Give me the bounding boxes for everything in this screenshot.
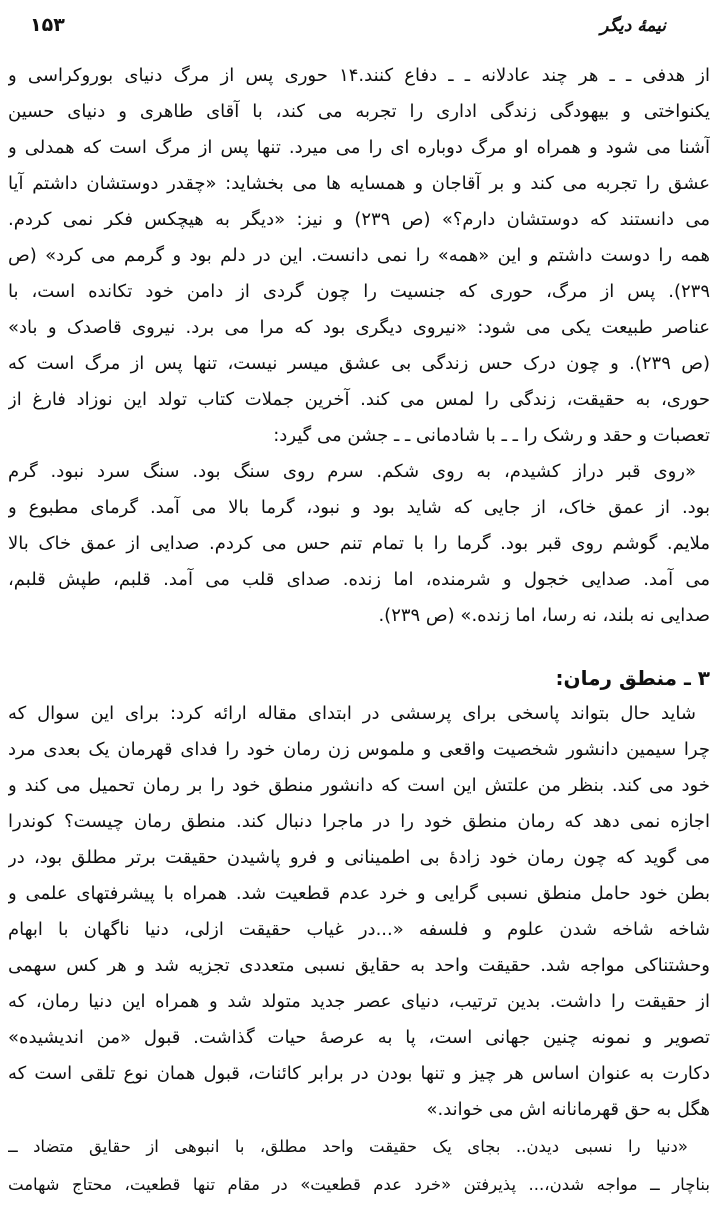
text-line: همه را دوست داشتم و این «همه» را نمی دانست. این در دلم بود و گرمم می کرد» (ص xyxy=(8,245,710,266)
text-line: صدایی نه بلند، نه رسا، اما زنده.» (ص ۲۳۹). xyxy=(378,605,710,626)
blockquote-relative-truth xyxy=(8,1128,710,1204)
text-line: (ص ۲۳۹). و چون درک حس زندگی بی عشق میسر نیست، تنها پس از مرگ است که xyxy=(8,353,710,374)
text-line: می دانستند که دوستشان دارم؟» (ص ۲۳۹) و نیز: «دیگر به هیچکس فکر نمی کردم. xyxy=(8,209,710,230)
text-line: از هدفی ـ ـ هر چند عادلانه ـ ـ دفاع کنند.۱۴ حوری پس از مرگ دنیای بوروکراسی و xyxy=(8,65,710,86)
page-header xyxy=(8,14,710,46)
journal-title: نیمهٔ دیگر xyxy=(600,16,666,36)
text-line: بناچار ــ مواجه شدن،... پذیرفتن «خرد عدم قطعیت» در مقام تنها قطعیت، محتاج شهامت xyxy=(8,1175,710,1194)
paragraph-death-experience xyxy=(8,58,710,454)
blockquote-grave-scene xyxy=(8,454,710,634)
text-line: از حقیقت را داشت. بدین ترتیب، دنیای عصر جدید متولد شد و همراه این دنیا رمان، که xyxy=(8,991,710,1012)
text-line: شاید حال بتواند پاسخی برای پرسشی در ابتدای مقاله ارائه کرد: برای این سوال که xyxy=(8,703,696,724)
text-line: خود می کند. بنظر من علتش این است که دانشور منطق خود را بر رمان تحمیل می کند و xyxy=(8,775,710,796)
text-line: حوری، به حقیقت، زندگی را لمس می کند. آخرین جملات کتاب تولد این نوزاد فارغ از xyxy=(8,389,710,410)
text-line: می آمد. صدایی خجول و شرمنده، اما زنده. صدای قلب می آمد. قلبم، طپش قلبم، xyxy=(8,569,710,590)
text-line: بطن خود حامل منطق نسبی گرایی و خرد عدم قطعیت شد. همراه با پیشرفتهای علمی و xyxy=(8,883,710,904)
text-line: عناصر طبیعت یکی می شود: «نیروی دیگری بود که مرا می برد. نیروی قاصدک و باد» xyxy=(8,317,710,338)
text-line: ملایم. گوشم روی قبر بود. گرما را با تمام تنم حس می کردم. صدایی از عمق خاک بالا xyxy=(8,533,710,554)
text-line: یکنواختی و بیهودگی زندگی اداری را تجربه می کند، با آقای طاهری و دنیای حسین xyxy=(8,101,710,122)
text-line: می گوید که چون رمان خود زادهٔ بی اطمینانی و فرو پاشیدن حقیقت برتر مطلق بود، در xyxy=(8,847,710,868)
text-line: «دنیا را نسبی دیدن.. بجای یک حقیقت واحد مطلق، با انبوهی از حقایق متضاد ــ xyxy=(8,1137,688,1156)
page-number: ۱۵۳ xyxy=(30,14,65,36)
text-line: وحشتناکی مواجه شد. حقیقت واحد به حقایق نسبی متعددی تجزیه شد و هر کس سهمی xyxy=(8,955,710,976)
text-line: «روی قبر دراز کشیدم، به روی شکم. سرم روی سنگ بود. سنگ سرد نبود. گرم xyxy=(8,461,696,482)
text-line: تعصبات و حقد و رشک را ـ ـ با شادمانی ـ ـ جشن می گیرد: xyxy=(273,425,710,446)
text-line: تصویر و نمونه چنین جهانی است، پا به عرصهٔ حیات گذاشت. قبول «من اندیشیده» xyxy=(8,1027,710,1048)
text-line: بود. از عمق خاک، از جایی که شاید بود و نبود، گرما بالا می آمد. گرمای مطبوع و xyxy=(8,497,710,518)
text-line: چرا سیمین دانشور شخصیت واقعی و ملموس زن رمان خود را فدای قهرمان یک بعدی مرد xyxy=(8,739,710,760)
text-line: ۲۳۹). پس از مرگ، حوری که جنسیت را چون گردی از دامن خود تکانده است، با xyxy=(8,281,710,302)
text-line: شاخه شاخه شدن علوم و فلسفه «...در غیاب حقیقت ازلی، دنیا ناگهان با ابهام xyxy=(8,919,710,940)
text-line: اجازه نمی دهد که رمان منطق خود را در ماجرا دنبال کند. منطق رمان چیست؟ کوندرا xyxy=(8,811,710,832)
paragraph-novel-logic xyxy=(8,696,710,1128)
text-line: هگل به حق قهرمانانه اش می خواند.» xyxy=(426,1099,710,1120)
text-line: عشق را تجربه می کند و بر آقاجان و همسایه ها می بخشاید: «چقدر دوستشان داشتم آیا xyxy=(8,173,710,194)
text-line: دکارت به عنوان اساس هر چیز و تنها بودن در برابر کائنات، قبول همان نوع تلقی است که xyxy=(8,1063,710,1084)
text-line: آشنا می شود و همراه او مرگ دوباره ای را می میرد. تنها پس از مرگ است که همدلی و xyxy=(8,137,710,158)
section-heading-novel-logic: ۳ ـ منطق رمان: xyxy=(555,666,710,690)
